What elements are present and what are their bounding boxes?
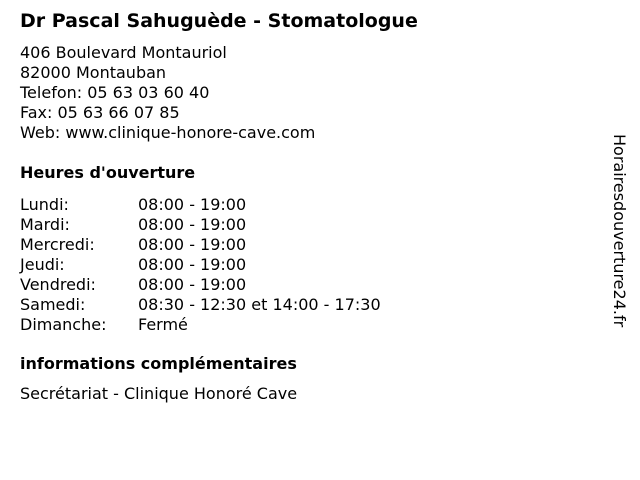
hours-heading: Heures d'ouverture [20,163,196,182]
day-hours: 08:00 - 19:00 [138,255,247,274]
day-label: Samedi: [20,295,86,314]
fax-number: Fax: 05 63 66 07 85 [20,103,180,122]
phone-number: Telefon: 05 63 03 60 40 [20,83,210,102]
hours-row-thursday [20,255,381,275]
day-hours: 08:00 - 19:00 [138,215,247,234]
hours-row-friday [20,275,381,295]
hours-row-wednesday [20,235,381,255]
day-hours: 08:30 - 12:30 et 14:00 - 17:30 [138,295,381,314]
hours-list [20,195,381,335]
day-hours: Fermé [138,315,188,334]
hours-row-saturday [20,295,381,315]
hours-row-monday [20,195,381,215]
address-block [20,43,315,143]
hours-row-sunday [20,315,381,335]
page-title: Dr Pascal Sahuguède - Stomatologue [20,10,418,32]
info-text: Secrétariat - Clinique Honoré Cave [20,384,298,403]
day-label: Mercredi: [20,235,95,254]
day-label: Jeudi: [20,255,65,274]
day-label: Mardi: [20,215,70,234]
hours-row-tuesday [20,215,381,235]
day-hours: 08:00 - 19:00 [138,275,247,294]
day-label: Dimanche: [20,315,107,334]
street-address: 406 Boulevard Montauriol [20,43,227,62]
city-address: 82000 Montauban [20,63,167,82]
day-hours: 08:00 - 19:00 [138,195,247,214]
day-hours: 08:00 - 19:00 [138,235,247,254]
site-watermark: Horairesdouverture24.fr [610,134,629,328]
info-heading: informations complémentaires [20,354,297,373]
website-link: Web: www.clinique-honore-cave.com [20,123,316,142]
day-label: Vendredi: [20,275,96,294]
day-label: Lundi: [20,195,69,214]
